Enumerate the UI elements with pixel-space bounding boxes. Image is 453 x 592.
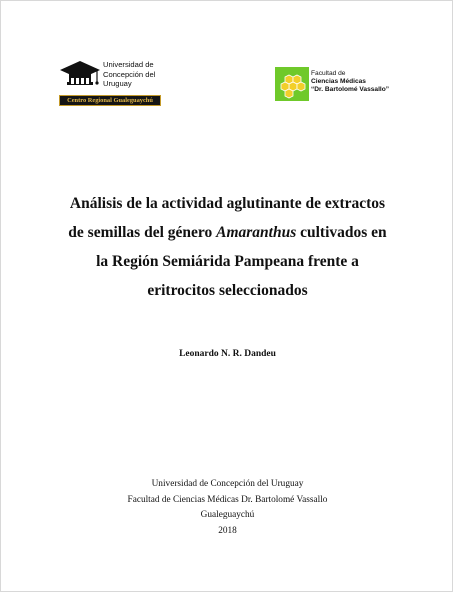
footer-year: 2018 bbox=[218, 525, 237, 536]
thesis-title bbox=[31, 189, 424, 305]
title-line: la Región Semiárida Pampeana frente a bbox=[96, 253, 359, 270]
university-name bbox=[103, 60, 155, 89]
university-logo bbox=[57, 58, 163, 106]
footer-faculty: Facultad de Ciencias Médicas Dr. Bartolomé Vassallo bbox=[127, 494, 328, 505]
honeycomb-icon bbox=[275, 67, 309, 101]
title-genus-italic: Amaranthus bbox=[216, 224, 297, 241]
title-line: Análisis de la actividad aglutinante de extractos bbox=[69, 195, 386, 212]
title-line: eritrocitos seleccionados bbox=[147, 282, 308, 299]
faculty-name bbox=[311, 70, 389, 94]
university-name-line: Universidad de bbox=[103, 60, 154, 69]
university-name-line: Concepción del bbox=[103, 69, 156, 79]
regional-center-label: Centro Regional Gualeguaychú bbox=[67, 97, 153, 104]
faculty-name-line: Ciencias Médicas bbox=[311, 78, 366, 85]
author-name: Leonardo N. R. Dandeu bbox=[179, 349, 276, 359]
footer-city: Gualeguaychú bbox=[200, 510, 255, 520]
faculty-logo bbox=[275, 67, 405, 103]
regional-center-banner bbox=[59, 95, 161, 106]
title-line bbox=[31, 218, 424, 247]
title-text: de semillas del género bbox=[68, 224, 217, 241]
institution-footer bbox=[1, 477, 453, 539]
title-text: cultivados en bbox=[296, 224, 387, 241]
faculty-name-line: Facultad de bbox=[311, 70, 346, 77]
mortarboard-icon bbox=[57, 58, 103, 94]
faculty-name-line: “Dr. Bartolomé Vassallo” bbox=[311, 86, 390, 93]
university-name-line: Uruguay bbox=[103, 79, 132, 89]
footer-university: Universidad de Concepción del Uruguay bbox=[151, 479, 304, 489]
